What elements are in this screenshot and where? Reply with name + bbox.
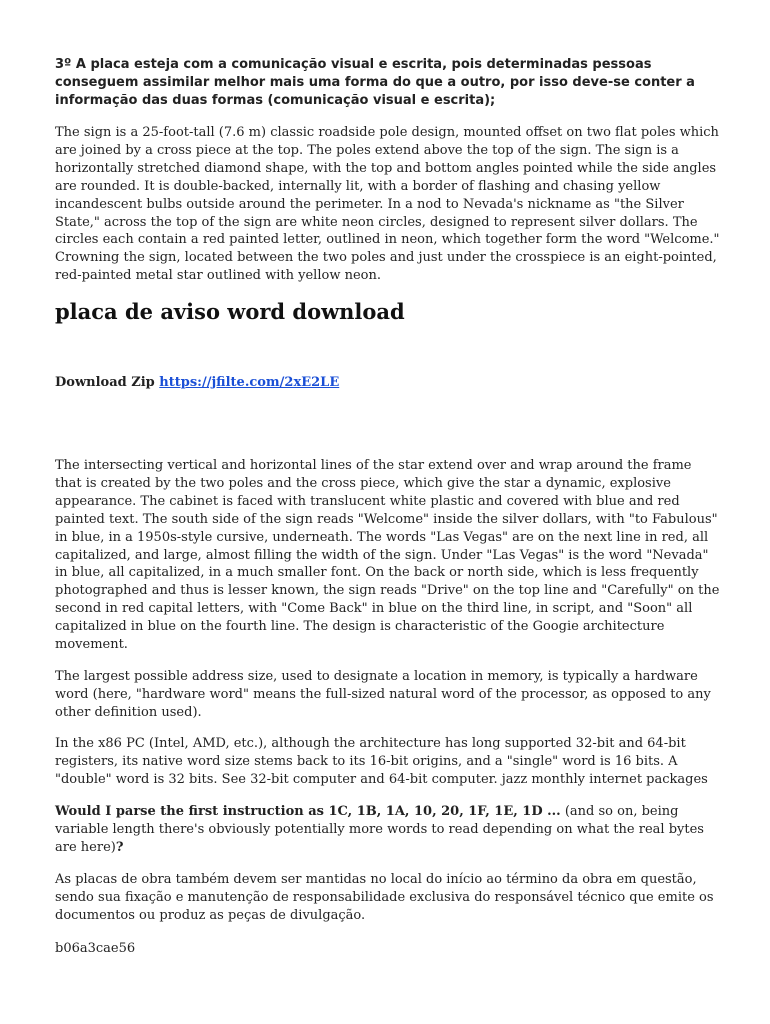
parse-question-text: (and so on, being variable length there's obviously potentially more words to read depending on what the real bytes are here) [55, 804, 704, 855]
paragraph-placa-requirement: 3º A placa esteja com a comunicação visual e escrita, pois determinadas pessoas conseguem assimilar melhor mais uma forma do que a outro, por isso deve-se conter a informação das duas formas (comunicação visual e escrita); [55, 57, 695, 108]
paragraph-star-description: The intersecting vertical and horizontal lines of the star extend over and wrap around the frame that is created by the two poles and the cross piece, which give the star a dynamic, explosive appearance. The cabinet is faced with translucent white plastic and covered with blue and red painted text. The south side of the sign reads "Welcome" inside the silver dollars, with "to Fabulous" in blue, in a 1950s-style cursive, underneath. The words "Las Vegas" are on the next line in red, all capitalized, and large, almost filling the width of the sign. Under "Las Vegas" is the word "Nevada" in blue, all capitalized, in a much smaller font. On the back or north side, which is less frequently photographed and thus is lesser known, the sign reads "Drive" on the top line and "Carefully" on the second in red capital letters, with "Come Back" in blue on the third line, in script, and "Soon" all capitalized in blue on the fourth line. The design is characteristic of the Googie architecture movement. [55, 458, 720, 653]
download-line [55, 374, 720, 392]
parse-question-bold: Would I parse the first instruction as 1C, 1B, 1A, 10, 20, 1F, 1E, 1D ... [55, 804, 561, 819]
paragraph-address-size: The largest possible address size, used to designate a location in memory, is typically a hardware word (here, "hardware word" means the full-sized natural word of the processor, as opposed to any other definition used). [55, 669, 711, 720]
page-title: placa de aviso word download [55, 299, 405, 324]
paragraph-sign-description: The sign is a 25-foot-tall (7.6 m) classic roadside pole design, mounted offset on two flat poles which are joined by a cross piece at the top. The poles extend above the top of the sign. The sign is a horizontally stretched diamond shape, with the top and bottom angles pointed while the side angles are rounded. It is double-backed, internally lit, with a border of flashing and chasing yellow incandescent bulbs outside around the perimeter. In a nod to Nevada's nickname as "the Silver State," across the top of the sign are white neon circles, designed to represent silver dollars. The circles each contain a red painted letter, outlined in neon, which together form the word "Welcome." Crowning the sign, located between the two poles and just under the crosspiece is an eight-pointed, red-painted metal star outlined with yellow neon. [55, 125, 720, 284]
paragraph-parse-question [55, 803, 720, 857]
parse-question-mark: ? [115, 839, 124, 855]
paragraph-x86-word: In the x86 PC (Intel, AMD, etc.), although the architecture has long supported 32-bit and 64-bit registers, its native word size stems back to its 16-bit origins, and a "single" word is 16 bits. A "double" word is 32 bits. See 32-bit computer and 64-bit computer. jazz monthly internet packages [55, 736, 708, 787]
document-code: b06a3cae56 [55, 941, 136, 956]
paragraph-placas-obra: As placas de obra também devem ser mantidas no local do início ao término da obra em questão, sendo sua fixação e manutenção de responsabilidade exclusiva do responsável técnico que emite os documentos ou produz as peças de divulgação. [55, 872, 714, 923]
download-label: Download Zip [55, 375, 160, 390]
download-link[interactable]: https://jfilte.com/2xE2LE [159, 375, 340, 390]
